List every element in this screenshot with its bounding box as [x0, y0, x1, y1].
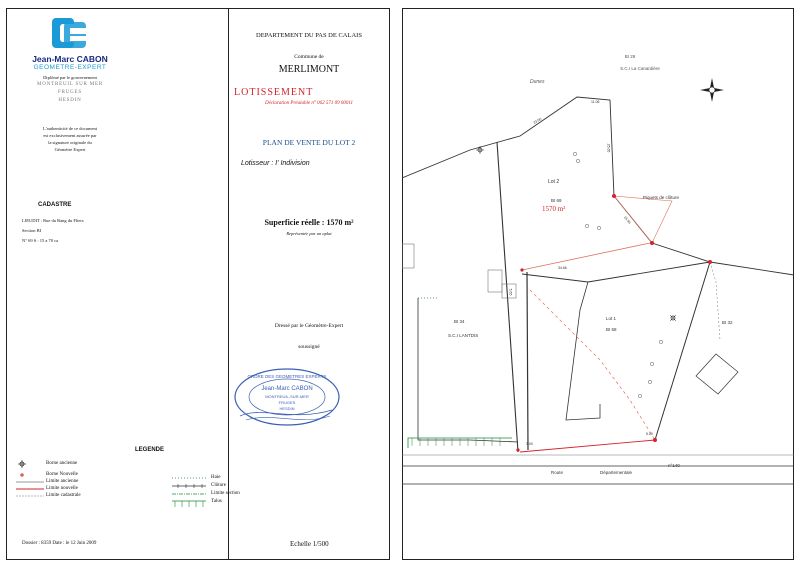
plan-route-no: n°140 — [668, 463, 680, 468]
lotisseur: Lotisseur : I' Indivision — [241, 160, 310, 167]
commune-name: MERLIMONT — [278, 64, 340, 75]
legend-cloture: Clôture — [211, 483, 226, 488]
firm-title: GEOMETRE-EXPERT — [33, 64, 107, 71]
stamp-name: Jean-Marc CABON — [261, 386, 313, 392]
plan-dim-2: 11.06 — [591, 100, 600, 104]
firm-city-2: FRUGES — [58, 90, 82, 95]
borne-ancienne-icon — [18, 460, 26, 468]
stamp-city-3: HESDIN — [279, 406, 295, 411]
cartouche-divider — [228, 8, 229, 560]
tree-icon — [670, 315, 676, 321]
plan-title: PLAN DE VENTE DU LOT 2 — [262, 138, 356, 147]
plan-departementale: Départementale — [600, 470, 633, 475]
legend-limite-ancienne: Limite ancienne — [46, 479, 79, 484]
plan-scale: Echelle 1/500 — [290, 540, 329, 548]
plan-lot2-ref: BI 69 — [551, 198, 562, 203]
dossier-info: Dossier : 8359 Date : le 12 Juin 2009 — [22, 541, 97, 546]
firm-city-1: MONTREUIL SUR MER — [37, 82, 103, 87]
plan-owner-top: S.C.I La Canardière — [620, 66, 660, 71]
cadastre-parcel: N° 69 S : 15 a 70 ca — [22, 238, 59, 243]
plan-lot2: Lot 2 — [548, 179, 560, 185]
authenticity-3: la signature originale du — [48, 140, 92, 145]
plan-dim-4: 15.56 — [623, 215, 632, 225]
plan-dunes: Dunes — [530, 79, 545, 85]
plan-piquets: Piquets de clôture — [643, 195, 680, 200]
legend-borne-nouvelle: Borne Nouvelle — [46, 472, 78, 477]
legend-borne-ancienne: Borne ancienne — [46, 461, 78, 466]
firm-logo-icon — [48, 14, 92, 54]
plan-parcel-top: BI 29 — [624, 54, 636, 59]
legend-left-symbols — [14, 460, 134, 510]
plan-dim-8: 5.00 — [646, 432, 653, 436]
stamp-ring: ORDRE DES GEOMETRES EXPERTS — [247, 374, 327, 379]
cadastre-lieudit: LIEUDIT : Rue du Rang du Fliers — [22, 218, 84, 223]
legend-limite-section: Limite section — [211, 491, 240, 496]
authenticity-4: Géomètre Expert — [54, 147, 86, 152]
plan-lot1: Lot 1 — [606, 316, 617, 321]
authenticity-2: est exclusivement assurée par — [43, 133, 97, 138]
legend-limite-cadastrale: Limite cadastrale — [46, 493, 81, 498]
plan-dim-5: 34.66 — [558, 266, 567, 270]
plan-dim-7: 3.00 — [526, 442, 533, 446]
plan-bi34: BI 34 — [454, 319, 465, 324]
plan-lot2-area: 1570 m² — [542, 205, 566, 213]
firm-name: Jean-Marc CABON — [32, 54, 108, 64]
plan-lot1-ref: BI 68 — [606, 327, 617, 332]
department-label: DEPARTEMENT DU PAS DE CALAIS — [256, 32, 362, 39]
authenticity-1: L'authenticité de ce document — [43, 126, 97, 131]
signature-line-2: soussigné — [298, 344, 320, 350]
cadastre-section: Section BI — [22, 228, 42, 233]
plan-sci: S.C.I LANTDIS — [448, 333, 479, 338]
legend-haie: Haie — [211, 475, 221, 480]
north-arrow-icon — [700, 78, 724, 102]
declaration-number: Déclaration Préalable n° 062 571 09 00011 — [264, 101, 353, 106]
project-title: LOTISSEMENT — [234, 87, 314, 98]
borne-icon — [476, 146, 484, 154]
firm-city-3: HESDIN — [58, 98, 82, 103]
signature-line-1: Dressé par le Géomètre-Expert — [274, 323, 344, 329]
plan-dim-1: 23.66 — [532, 117, 543, 125]
plan-dim-3: 25.65 — [606, 143, 611, 153]
firm-diploma: Diplômé par le gouvernement — [43, 75, 97, 80]
legend-limite-nouvelle: Limite nouvelle — [46, 486, 78, 491]
plan-dim-6: 5.65 — [508, 288, 513, 296]
plan-route: Route — [551, 470, 564, 475]
legend-talus: Talus — [211, 499, 222, 504]
surface-note: Représentée par un aplat — [286, 231, 332, 236]
plan-drawing — [402, 8, 794, 560]
commune-label: Commune de — [294, 54, 324, 60]
surface-label: Superficie réelle : 1570 m² — [264, 218, 354, 227]
stamp-city: MONTREUIL-SUR-MER — [265, 394, 309, 399]
cadastre-title: CADASTRE — [38, 202, 72, 208]
plan-bi32: BI 32 — [722, 320, 733, 325]
borne-nouvelle-icon — [20, 473, 24, 477]
legend-right-symbols — [170, 474, 210, 514]
legend-title: LEGENDE — [135, 447, 165, 453]
stamp-city-2: FRUGES — [278, 400, 296, 405]
